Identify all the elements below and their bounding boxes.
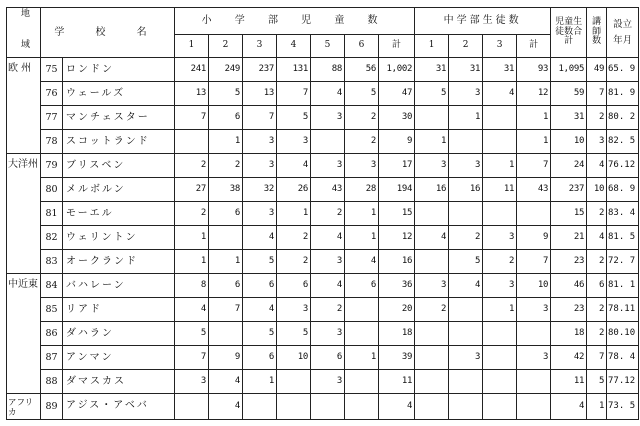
value-cell: 18 <box>379 322 415 346</box>
value-cell: 3 <box>517 298 551 322</box>
region-cell: アフリカ <box>7 394 41 420</box>
school-number: 81 <box>41 202 63 226</box>
value-cell: 5 <box>175 322 209 346</box>
value-cell: 3 <box>243 154 277 178</box>
value-cell: 1 <box>345 202 379 226</box>
value-cell: 6 <box>243 274 277 298</box>
school-name: マンチェスター <box>63 106 175 130</box>
value-cell <box>175 130 209 154</box>
value-cell <box>415 322 449 346</box>
value-cell: 93 <box>517 58 551 82</box>
value-cell: 15 <box>379 202 415 226</box>
school-number: 89 <box>41 394 63 420</box>
value-cell: 2 <box>415 298 449 322</box>
value-cell: 2 <box>175 154 209 178</box>
grade-header: 4 <box>277 34 311 57</box>
established-cell: 81. 1 <box>607 274 639 298</box>
value-cell: 16 <box>415 178 449 202</box>
value-cell: 6 <box>277 274 311 298</box>
value-cell: 46 <box>551 274 587 298</box>
value-cell: 237 <box>243 58 277 82</box>
value-cell: 2 <box>587 298 607 322</box>
value-cell: 1 <box>243 370 277 394</box>
table-row <box>7 130 639 154</box>
table-row <box>7 154 639 178</box>
value-cell: 16 <box>449 178 483 202</box>
table-body <box>7 58 639 420</box>
value-cell <box>449 298 483 322</box>
value-cell: 47 <box>379 82 415 106</box>
grade-header: 1 <box>175 34 209 57</box>
value-cell <box>311 394 345 420</box>
grade-header: 計 <box>517 34 551 57</box>
value-cell: 31 <box>483 58 517 82</box>
value-cell: 4 <box>277 154 311 178</box>
value-cell: 56 <box>345 58 379 82</box>
grade-header: 計 <box>379 34 415 57</box>
value-cell: 3 <box>175 370 209 394</box>
school-number: 76 <box>41 82 63 106</box>
value-cell: 4 <box>449 274 483 298</box>
header-teachers: 講師数 <box>587 8 607 58</box>
value-cell: 43 <box>311 178 345 202</box>
table-row <box>7 346 639 370</box>
header-school-name: 学 校 名 <box>41 8 175 58</box>
value-cell: 4 <box>483 82 517 106</box>
value-cell: 3 <box>243 130 277 154</box>
value-cell: 2 <box>277 250 311 274</box>
value-cell: 7 <box>209 298 243 322</box>
value-cell: 15 <box>551 202 587 226</box>
value-cell <box>483 346 517 370</box>
value-cell: 31 <box>415 58 449 82</box>
value-cell: 16 <box>379 250 415 274</box>
value-cell <box>483 106 517 130</box>
value-cell <box>175 394 209 420</box>
value-cell: 11 <box>379 370 415 394</box>
value-cell <box>449 394 483 420</box>
value-cell <box>345 298 379 322</box>
value-cell <box>345 394 379 420</box>
value-cell: 2 <box>449 226 483 250</box>
value-cell: 2 <box>587 250 607 274</box>
value-cell: 2 <box>587 106 607 130</box>
value-cell: 1 <box>345 346 379 370</box>
header-region: 地 域 <box>7 8 41 58</box>
value-cell: 4 <box>209 370 243 394</box>
value-cell: 88 <box>311 58 345 82</box>
school-number: 88 <box>41 370 63 394</box>
table-row <box>7 82 639 106</box>
value-cell: 5 <box>277 322 311 346</box>
value-cell: 6 <box>209 274 243 298</box>
header-established: 設立年月 <box>607 8 639 58</box>
value-cell <box>415 202 449 226</box>
value-cell: 6 <box>209 106 243 130</box>
value-cell: 249 <box>209 58 243 82</box>
value-cell <box>483 322 517 346</box>
value-cell: 3 <box>277 130 311 154</box>
value-cell: 1 <box>449 106 483 130</box>
value-cell: 1,095 <box>551 58 587 82</box>
value-cell: 5 <box>415 82 449 106</box>
value-cell: 3 <box>587 130 607 154</box>
value-cell: 1 <box>209 130 243 154</box>
value-cell: 3 <box>483 274 517 298</box>
value-cell: 5 <box>587 370 607 394</box>
value-cell: 10 <box>587 178 607 202</box>
value-cell: 4 <box>345 250 379 274</box>
school-name: ウェリントン <box>63 226 175 250</box>
established-cell: 81. 5 <box>607 226 639 250</box>
established-cell: 77.12 <box>607 370 639 394</box>
table-row <box>7 274 639 298</box>
value-cell <box>449 202 483 226</box>
value-cell: 3 <box>449 154 483 178</box>
value-cell: 2 <box>311 202 345 226</box>
school-name: バハレーン <box>63 274 175 298</box>
value-cell: 2 <box>587 322 607 346</box>
value-cell: 3 <box>345 154 379 178</box>
value-cell: 18 <box>551 322 587 346</box>
value-cell: 3 <box>415 154 449 178</box>
value-cell: 3 <box>311 106 345 130</box>
value-cell: 10 <box>277 346 311 370</box>
value-cell: 1 <box>517 130 551 154</box>
value-cell: 26 <box>277 178 311 202</box>
school-number: 78 <box>41 130 63 154</box>
value-cell: 3 <box>277 298 311 322</box>
value-cell: 5 <box>345 82 379 106</box>
value-cell: 11 <box>551 370 587 394</box>
value-cell <box>415 370 449 394</box>
grade-header: 6 <box>345 34 379 57</box>
value-cell: 5 <box>209 82 243 106</box>
value-cell <box>449 370 483 394</box>
value-cell <box>483 394 517 420</box>
value-cell: 3 <box>311 154 345 178</box>
value-cell: 17 <box>379 154 415 178</box>
value-cell <box>277 370 311 394</box>
school-number: 79 <box>41 154 63 178</box>
table-row <box>7 322 639 346</box>
table-row <box>7 394 639 420</box>
school-number: 75 <box>41 58 63 82</box>
value-cell: 4 <box>551 394 587 420</box>
value-cell: 3 <box>311 322 345 346</box>
value-cell: 5 <box>243 322 277 346</box>
value-cell: 4 <box>209 394 243 420</box>
value-cell: 1 <box>209 250 243 274</box>
established-cell: 65. 9 <box>607 58 639 82</box>
value-cell: 2 <box>209 154 243 178</box>
value-cell: 11 <box>483 178 517 202</box>
value-cell <box>345 322 379 346</box>
school-name: モーエル <box>63 202 175 226</box>
value-cell <box>483 130 517 154</box>
value-cell: 39 <box>379 346 415 370</box>
value-cell: 3 <box>449 82 483 106</box>
value-cell: 10 <box>551 130 587 154</box>
school-name: ウェールズ <box>63 82 175 106</box>
value-cell: 4 <box>311 82 345 106</box>
value-cell <box>483 370 517 394</box>
value-cell: 7 <box>175 106 209 130</box>
value-cell: 2 <box>175 202 209 226</box>
value-cell: 1 <box>277 202 311 226</box>
school-name: アンマン <box>63 346 175 370</box>
value-cell: 1 <box>175 226 209 250</box>
value-cell <box>415 394 449 420</box>
value-cell: 3 <box>415 274 449 298</box>
value-cell: 7 <box>243 106 277 130</box>
value-cell: 6 <box>209 202 243 226</box>
grade-header: 1 <box>415 34 449 57</box>
established-cell: 78. 4 <box>607 346 639 370</box>
value-cell: 7 <box>517 250 551 274</box>
school-statistics-table <box>6 7 639 420</box>
value-cell <box>277 394 311 420</box>
table-row <box>7 202 639 226</box>
value-cell: 4 <box>379 394 415 420</box>
established-cell: 83. 4 <box>607 202 639 226</box>
value-cell: 2 <box>587 202 607 226</box>
school-name: スコットランド <box>63 130 175 154</box>
value-cell: 43 <box>517 178 551 202</box>
school-number: 83 <box>41 250 63 274</box>
value-cell: 8 <box>175 274 209 298</box>
value-cell <box>449 322 483 346</box>
value-cell: 23 <box>551 298 587 322</box>
value-cell: 3 <box>483 226 517 250</box>
value-cell <box>311 130 345 154</box>
value-cell <box>483 202 517 226</box>
school-name: オークランド <box>63 250 175 274</box>
region-cell: 中近東 <box>7 274 41 394</box>
table-row <box>7 106 639 130</box>
value-cell: 1 <box>483 154 517 178</box>
value-cell: 6 <box>345 274 379 298</box>
grade-header: 3 <box>483 34 517 57</box>
value-cell: 6 <box>311 346 345 370</box>
established-cell: 81. 9 <box>607 82 639 106</box>
value-cell <box>415 106 449 130</box>
school-number: 86 <box>41 322 63 346</box>
grade-header: 2 <box>209 34 243 57</box>
value-cell: 7 <box>517 154 551 178</box>
school-number: 87 <box>41 346 63 370</box>
value-cell: 4 <box>587 226 607 250</box>
value-cell: 59 <box>551 82 587 106</box>
value-cell: 241 <box>175 58 209 82</box>
grade-header: 5 <box>311 34 345 57</box>
header-elementary: 小 学 部 児 童 数 <box>175 8 415 35</box>
value-cell: 13 <box>243 82 277 106</box>
school-name: メルボルン <box>63 178 175 202</box>
value-cell: 7 <box>587 82 607 106</box>
table-row <box>7 226 639 250</box>
value-cell: 5 <box>243 250 277 274</box>
value-cell: 4 <box>243 226 277 250</box>
value-cell: 9 <box>209 346 243 370</box>
value-cell: 3 <box>311 370 345 394</box>
table-row <box>7 298 639 322</box>
established-cell: 72. 7 <box>607 250 639 274</box>
region-cell: 大洋州 <box>7 154 41 274</box>
established-cell: 76.12 <box>607 154 639 178</box>
value-cell: 6 <box>243 346 277 370</box>
value-cell: 2 <box>345 130 379 154</box>
value-cell: 27 <box>175 178 209 202</box>
header-total-students: 児童生徒数合計 <box>551 8 587 58</box>
value-cell: 49 <box>587 58 607 82</box>
value-cell: 30 <box>379 106 415 130</box>
school-name: アジス・アベバ <box>63 394 175 420</box>
value-cell <box>449 130 483 154</box>
established-cell: 82. 5 <box>607 130 639 154</box>
school-number: 77 <box>41 106 63 130</box>
school-name: ダハラン <box>63 322 175 346</box>
value-cell: 21 <box>551 226 587 250</box>
value-cell: 4 <box>415 226 449 250</box>
value-cell: 28 <box>345 178 379 202</box>
value-cell: 23 <box>551 250 587 274</box>
value-cell <box>415 346 449 370</box>
value-cell: 42 <box>551 346 587 370</box>
value-cell: 2 <box>483 250 517 274</box>
table-row <box>7 178 639 202</box>
established-cell: 68. 9 <box>607 178 639 202</box>
value-cell: 237 <box>551 178 587 202</box>
value-cell: 1 <box>415 130 449 154</box>
school-number: 82 <box>41 226 63 250</box>
value-cell: 1 <box>587 394 607 420</box>
established-cell: 80.10 <box>607 322 639 346</box>
value-cell: 4 <box>587 154 607 178</box>
value-cell <box>243 394 277 420</box>
school-name: ロンドン <box>63 58 175 82</box>
value-cell: 24 <box>551 154 587 178</box>
established-cell: 80. 2 <box>607 106 639 130</box>
grade-header: 3 <box>243 34 277 57</box>
value-cell: 13 <box>175 82 209 106</box>
header-junior: 中学部生徒数 <box>415 8 551 35</box>
value-cell: 1,002 <box>379 58 415 82</box>
value-cell: 1 <box>483 298 517 322</box>
value-cell: 5 <box>449 250 483 274</box>
school-table-sheet <box>6 7 639 420</box>
value-cell: 1 <box>175 250 209 274</box>
established-cell: 73. 5 <box>607 394 639 420</box>
value-cell: 9 <box>517 226 551 250</box>
school-name: ブリスベン <box>63 154 175 178</box>
value-cell: 4 <box>243 298 277 322</box>
value-cell <box>517 370 551 394</box>
value-cell: 32 <box>243 178 277 202</box>
value-cell: 20 <box>379 298 415 322</box>
value-cell: 3 <box>311 250 345 274</box>
value-cell: 4 <box>311 274 345 298</box>
value-cell: 3 <box>243 202 277 226</box>
value-cell: 131 <box>277 58 311 82</box>
value-cell: 38 <box>209 178 243 202</box>
established-cell: 78.11 <box>607 298 639 322</box>
school-number: 85 <box>41 298 63 322</box>
value-cell <box>209 322 243 346</box>
value-cell <box>517 202 551 226</box>
value-cell: 4 <box>311 226 345 250</box>
school-name: ダマスカス <box>63 370 175 394</box>
value-cell: 5 <box>277 106 311 130</box>
value-cell: 9 <box>379 130 415 154</box>
value-cell <box>415 250 449 274</box>
table-row <box>7 58 639 82</box>
value-cell: 2 <box>311 298 345 322</box>
school-number: 80 <box>41 178 63 202</box>
value-cell: 3 <box>517 346 551 370</box>
value-cell: 1 <box>517 106 551 130</box>
value-cell: 194 <box>379 178 415 202</box>
value-cell: 7 <box>175 346 209 370</box>
value-cell <box>345 370 379 394</box>
region-cell: 欧 州 <box>7 58 41 154</box>
value-cell <box>209 226 243 250</box>
value-cell: 7 <box>587 346 607 370</box>
value-cell: 12 <box>379 226 415 250</box>
value-cell: 31 <box>551 106 587 130</box>
value-cell: 7 <box>277 82 311 106</box>
value-cell: 2 <box>277 226 311 250</box>
table-row <box>7 250 639 274</box>
value-cell: 12 <box>517 82 551 106</box>
grade-header: 2 <box>449 34 483 57</box>
value-cell: 2 <box>345 106 379 130</box>
value-cell <box>517 322 551 346</box>
value-cell: 31 <box>449 58 483 82</box>
table-row <box>7 370 639 394</box>
school-name: リアド <box>63 298 175 322</box>
value-cell: 36 <box>379 274 415 298</box>
school-number: 84 <box>41 274 63 298</box>
value-cell: 6 <box>587 274 607 298</box>
value-cell: 1 <box>345 226 379 250</box>
value-cell: 10 <box>517 274 551 298</box>
value-cell <box>517 394 551 420</box>
value-cell: 4 <box>175 298 209 322</box>
value-cell: 3 <box>449 346 483 370</box>
